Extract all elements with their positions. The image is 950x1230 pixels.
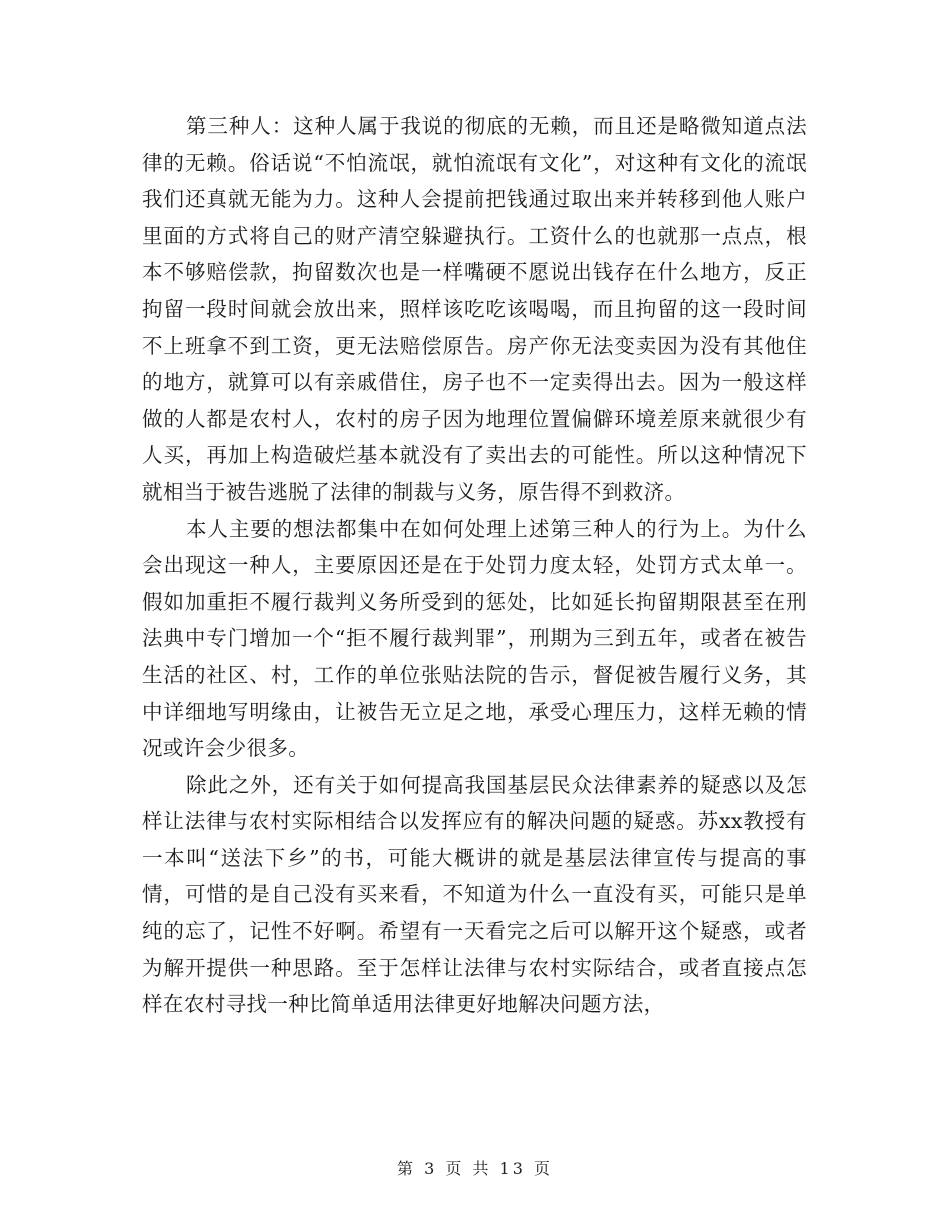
- paragraph-author-idea: 本人主要的想法都集中在如何处理上述第三种人的行为上。为什么会出现这一种人，主要原因还是在于处罚力度太轻，处罚方式太单一。假如加重拒不履行裁判义务所受到的惩处，比如延长拘留期限甚至在刑法典中专门增加一个“拒不履行裁判罪”，刑期为三到五年，或者在被告生活的社区、村，工作的单位张贴法院的告示，督促被告履行义务，其中详细地写明缘由，让被告无立足之地，承受心理压力，这样无赖的情况或许会少很多。: [142, 516, 807, 761]
- paragraph-further-questions: 除此之外，还有关于如何提高我国基层民众法律素养的疑惑以及怎样让法律与农村实际相结合以发挥应有的解决问题的疑惑。苏xx教授有一本叫“送法下乡”的书，可能大概讲的就是基层法律宣传与提高的事情，可惜的是自己没有买来看，不知道为什么一直没有买，可能只是单纯的忘了，记性不好啊。希望有一天看完之后可以解开这个疑惑，或者为解开提供一种思路。至于怎样让法律与农村实际结合，或者直接点怎样在农村寻找一种比简单适用法律更好地解决问题方法，: [142, 772, 807, 1017]
- paragraph-third-type-person: 第三种人：这种人属于我说的彻底的无赖，而且还是略微知道点法律的无赖。俗话说“不怕流氓，就怕流氓有文化”，对这种有文化的流氓我们还真就无能为力。这种人会提前把钱通过取出来并转移到他人账户里面的方式将自己的财产清空躲避执行。工资什么的也就那一点点，根本不够赔偿款，拘留数次也是一样嘴硬不愿说出钱存在什么地方，反正拘留一段时间就会放出来，照样该吃吃该喝喝，而且拘留的这一段时间不上班拿不到工资，更无法赔偿原告。房产你无法变卖因为没有其他住的地方，就算可以有亲戚借住，房子也不一定卖得出去。因为一般这样做的人都是农村人，农村的房子因为地理位置偏僻环境差原来就很少有人买，再加上构造破烂基本就没有了卖出去的可能性。所以这种情况下就相当于被告逃脱了法律的制裁与义务，原告得不到救济。: [142, 114, 807, 504]
- page-number-footer: 第 3 页 共 13 页: [397, 1159, 553, 1178]
- document-body: [142, 108, 807, 1023]
